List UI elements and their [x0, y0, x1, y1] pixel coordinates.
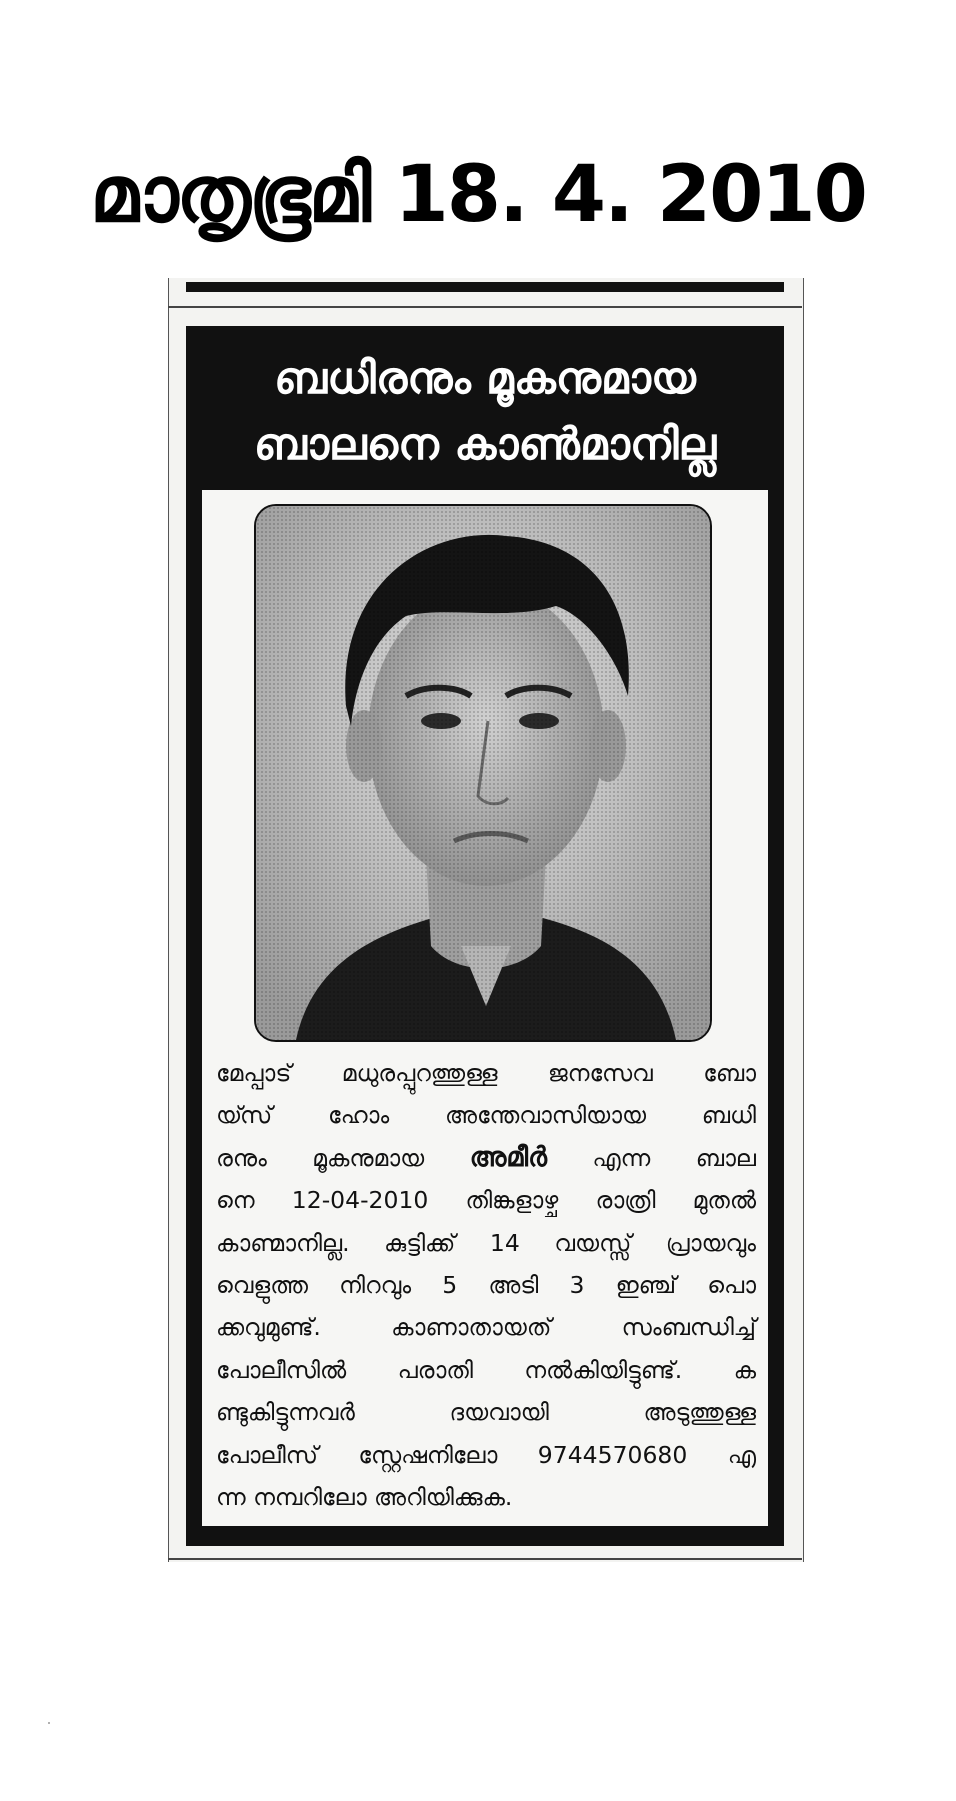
- clipping-rule-top: [168, 306, 802, 308]
- body-line: കാണ്മാനില്ല. കുട്ടിക്ക് 14 വയസ്സ് പ്രായവും: [216, 1228, 756, 1257]
- missing-boy-photo: [254, 504, 712, 1042]
- body-line: വെളുത്ത നിറവും 5 അടി 3 ഇഞ്ച് പൊ: [216, 1271, 756, 1300]
- body-line: [216, 1137, 756, 1179]
- clipping-top-rule: [186, 282, 784, 292]
- body-line: പോലീസ് സ്റ്റേഷനിലോ 9744570680 എ: [216, 1440, 756, 1469]
- headline-line-1: ബധിരനും മൂകനുമായ: [274, 353, 696, 404]
- missing-person-notice: [186, 326, 784, 1546]
- notice-body: [216, 1052, 756, 1518]
- body-line: ണ്ടുകിട്ടുന്നവർ ദയവായി അടുത്തുള്ള: [216, 1398, 756, 1427]
- body-line: യ്സ് ഹോം അന്തേവാസിയായ ബധി: [216, 1101, 756, 1130]
- body-text-span: രനും മൂകനുമായ: [216, 1143, 470, 1172]
- body-line: ന്ന നമ്പറിലോ അറിയിക്കുക.: [216, 1483, 513, 1512]
- newspaper-masthead-date: മാതൃഭൂമി 18. 4. 2010: [90, 150, 866, 240]
- notice-content: [202, 490, 768, 1526]
- body-line: ക്കവുമുണ്ട്. കാണാതായത് സംബന്ധിച്ച്: [216, 1313, 756, 1342]
- body-line: മേപ്പാട് മധുരപ്പുറത്തുള്ള ജനസേവ ബോ: [216, 1059, 756, 1087]
- missing-boy-name: അമീർ: [469, 1141, 547, 1173]
- scan-speck: [48, 1722, 50, 1724]
- body-line: നെ 12-04-2010 തിങ്കളാഴ്ച രാത്രി മുതൽ: [216, 1186, 756, 1215]
- body-line: പോലീസിൽ പരാതി നൽകിയിട്ടുണ്ട്. ക: [216, 1355, 756, 1384]
- clipping-rule-bottom: [168, 1558, 802, 1560]
- body-text-span: എന്ന ബാല: [546, 1143, 756, 1172]
- portrait-illustration: [256, 506, 710, 1040]
- notice-headline: [186, 346, 784, 478]
- headline-line-2: ബാലനെ കാൺമാനില്ല: [253, 419, 717, 470]
